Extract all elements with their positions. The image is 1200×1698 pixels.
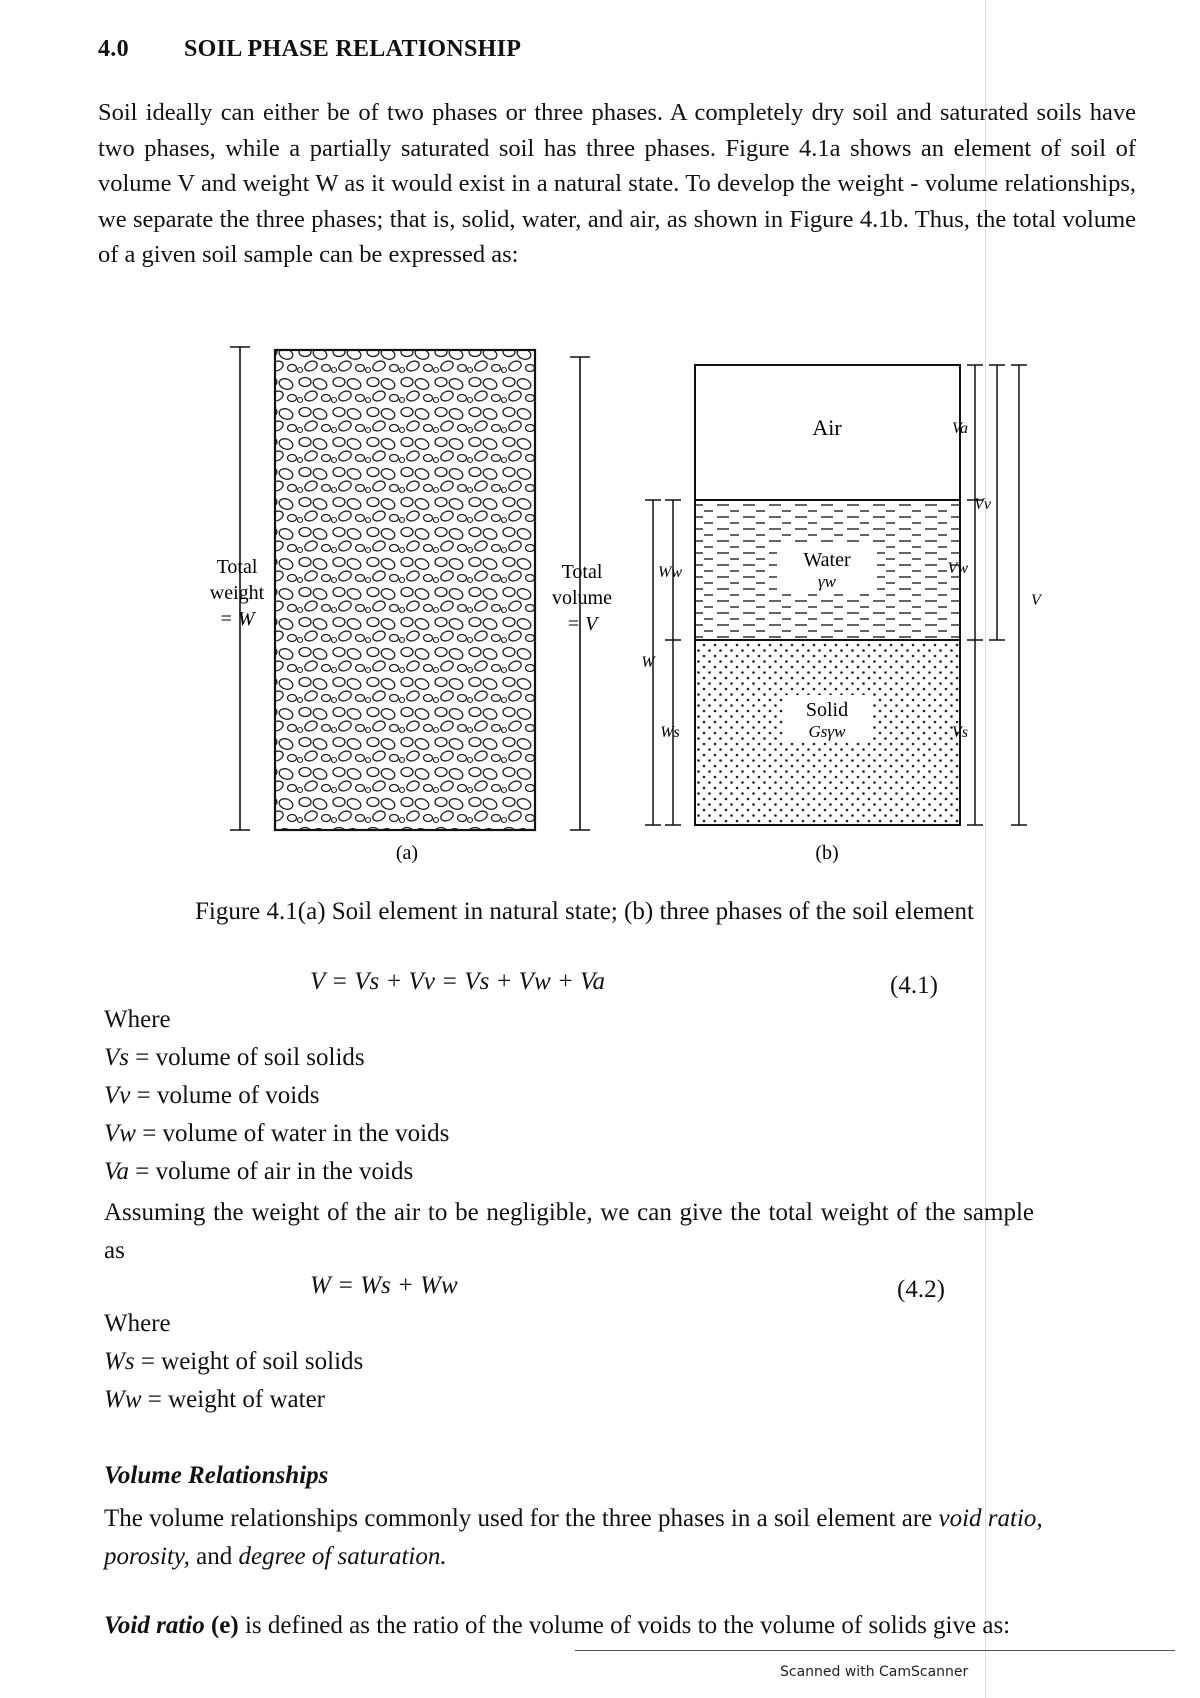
section-heading <box>98 36 521 63</box>
water-label: Water <box>803 549 851 571</box>
water-unit-weight: γw <box>817 572 837 591</box>
where-label-1: Where <box>104 1006 171 1033</box>
equation-4-2-number: (4.2) <box>897 1276 945 1303</box>
solid-unit-weight: Gsγw <box>808 722 846 741</box>
w-label: W <box>641 654 655 671</box>
panel-a-right-label-3: = V <box>566 613 598 635</box>
solid-label: Solid <box>805 699 849 721</box>
va-label: Va <box>952 420 968 437</box>
void-ratio-definition: Void ratio (e) is defined as the ratio of the volume of voids to the volume of solids give as: <box>104 1612 1011 1639</box>
panel-a-left-label-3: = W <box>219 608 255 630</box>
figure-caption: Figure 4.1(a) Soil element in natural state; (b) three phases of the soil element <box>195 898 974 925</box>
definition-ww: Ww = weight of water <box>104 1386 325 1413</box>
panel-a-right-label-1: Total <box>561 561 603 583</box>
vv-label: Vv <box>974 496 991 513</box>
ws-label: Ws <box>660 724 680 741</box>
where-label-2: Where <box>104 1310 171 1337</box>
ww-label: Ww <box>658 564 682 581</box>
volume-paragraph: The volume relationships commonly used for the three phases in a soil element are void ratio, porosity, and degree of saturation. <box>104 1505 1043 1570</box>
definition-vs: Vs = volume of soil solids <box>104 1044 365 1071</box>
footer-rule <box>575 1650 1175 1651</box>
definition-vv: Vv = volume of voids <box>104 1082 320 1109</box>
air-label: Air <box>812 415 842 440</box>
vs-label: Vs <box>952 724 968 741</box>
definition-ws: Ws = weight of soil solids <box>104 1348 364 1375</box>
section-number: 4.0 <box>98 36 129 62</box>
intro-paragraph: Soil ideally can either be of two phases or three phases. A completely dry soil and saturated soils have two phases, while a partially saturated soil has three phases. Figure 4.1a shows an element of soil of volume V and weight W as it would exist in a natural state. To develop the weight - volume relationships, we separate the three phases; that is, solid, water, and air, as shown in Figure 4.1b. Thus, the total volume of a given soil sample can be expressed as: <box>98 99 1136 268</box>
panel-a-tag: (a) <box>395 842 419 864</box>
definition-vw: Vw = volume of water in the voids <box>104 1120 450 1147</box>
vw-label: Vw <box>947 560 968 577</box>
panel-a-left-label-1: Total <box>216 556 258 578</box>
scanner-watermark: Scanned with CamScanner <box>780 1664 969 1680</box>
volume-relationships-heading: Volume Relationships <box>104 1462 329 1489</box>
definition-va: Va = volume of air in the voids <box>104 1158 414 1185</box>
equation-4-1-number: (4.1) <box>890 972 938 999</box>
equation-4-1: V = Vs + Vv = Vs + Vw + Va <box>310 968 605 995</box>
v-label: V <box>1031 592 1041 609</box>
weight-paragraph: Assuming the weight of the air to be negligible, we can give the total weight of the sample as <box>104 1199 1034 1264</box>
panel-a-left-label-2: weight <box>209 582 265 604</box>
section-title: SOIL PHASE RELATIONSHIP <box>184 36 522 62</box>
panel-a-soil-element <box>275 350 535 830</box>
panel-b-tag: (b) <box>815 842 839 864</box>
panel-b-volume-dimensions <box>967 365 1027 825</box>
figure-4-1 <box>195 345 1041 865</box>
equation-4-2: W = Ws + Ww <box>310 1272 458 1299</box>
panel-a-right-label-2: volume <box>552 587 612 609</box>
